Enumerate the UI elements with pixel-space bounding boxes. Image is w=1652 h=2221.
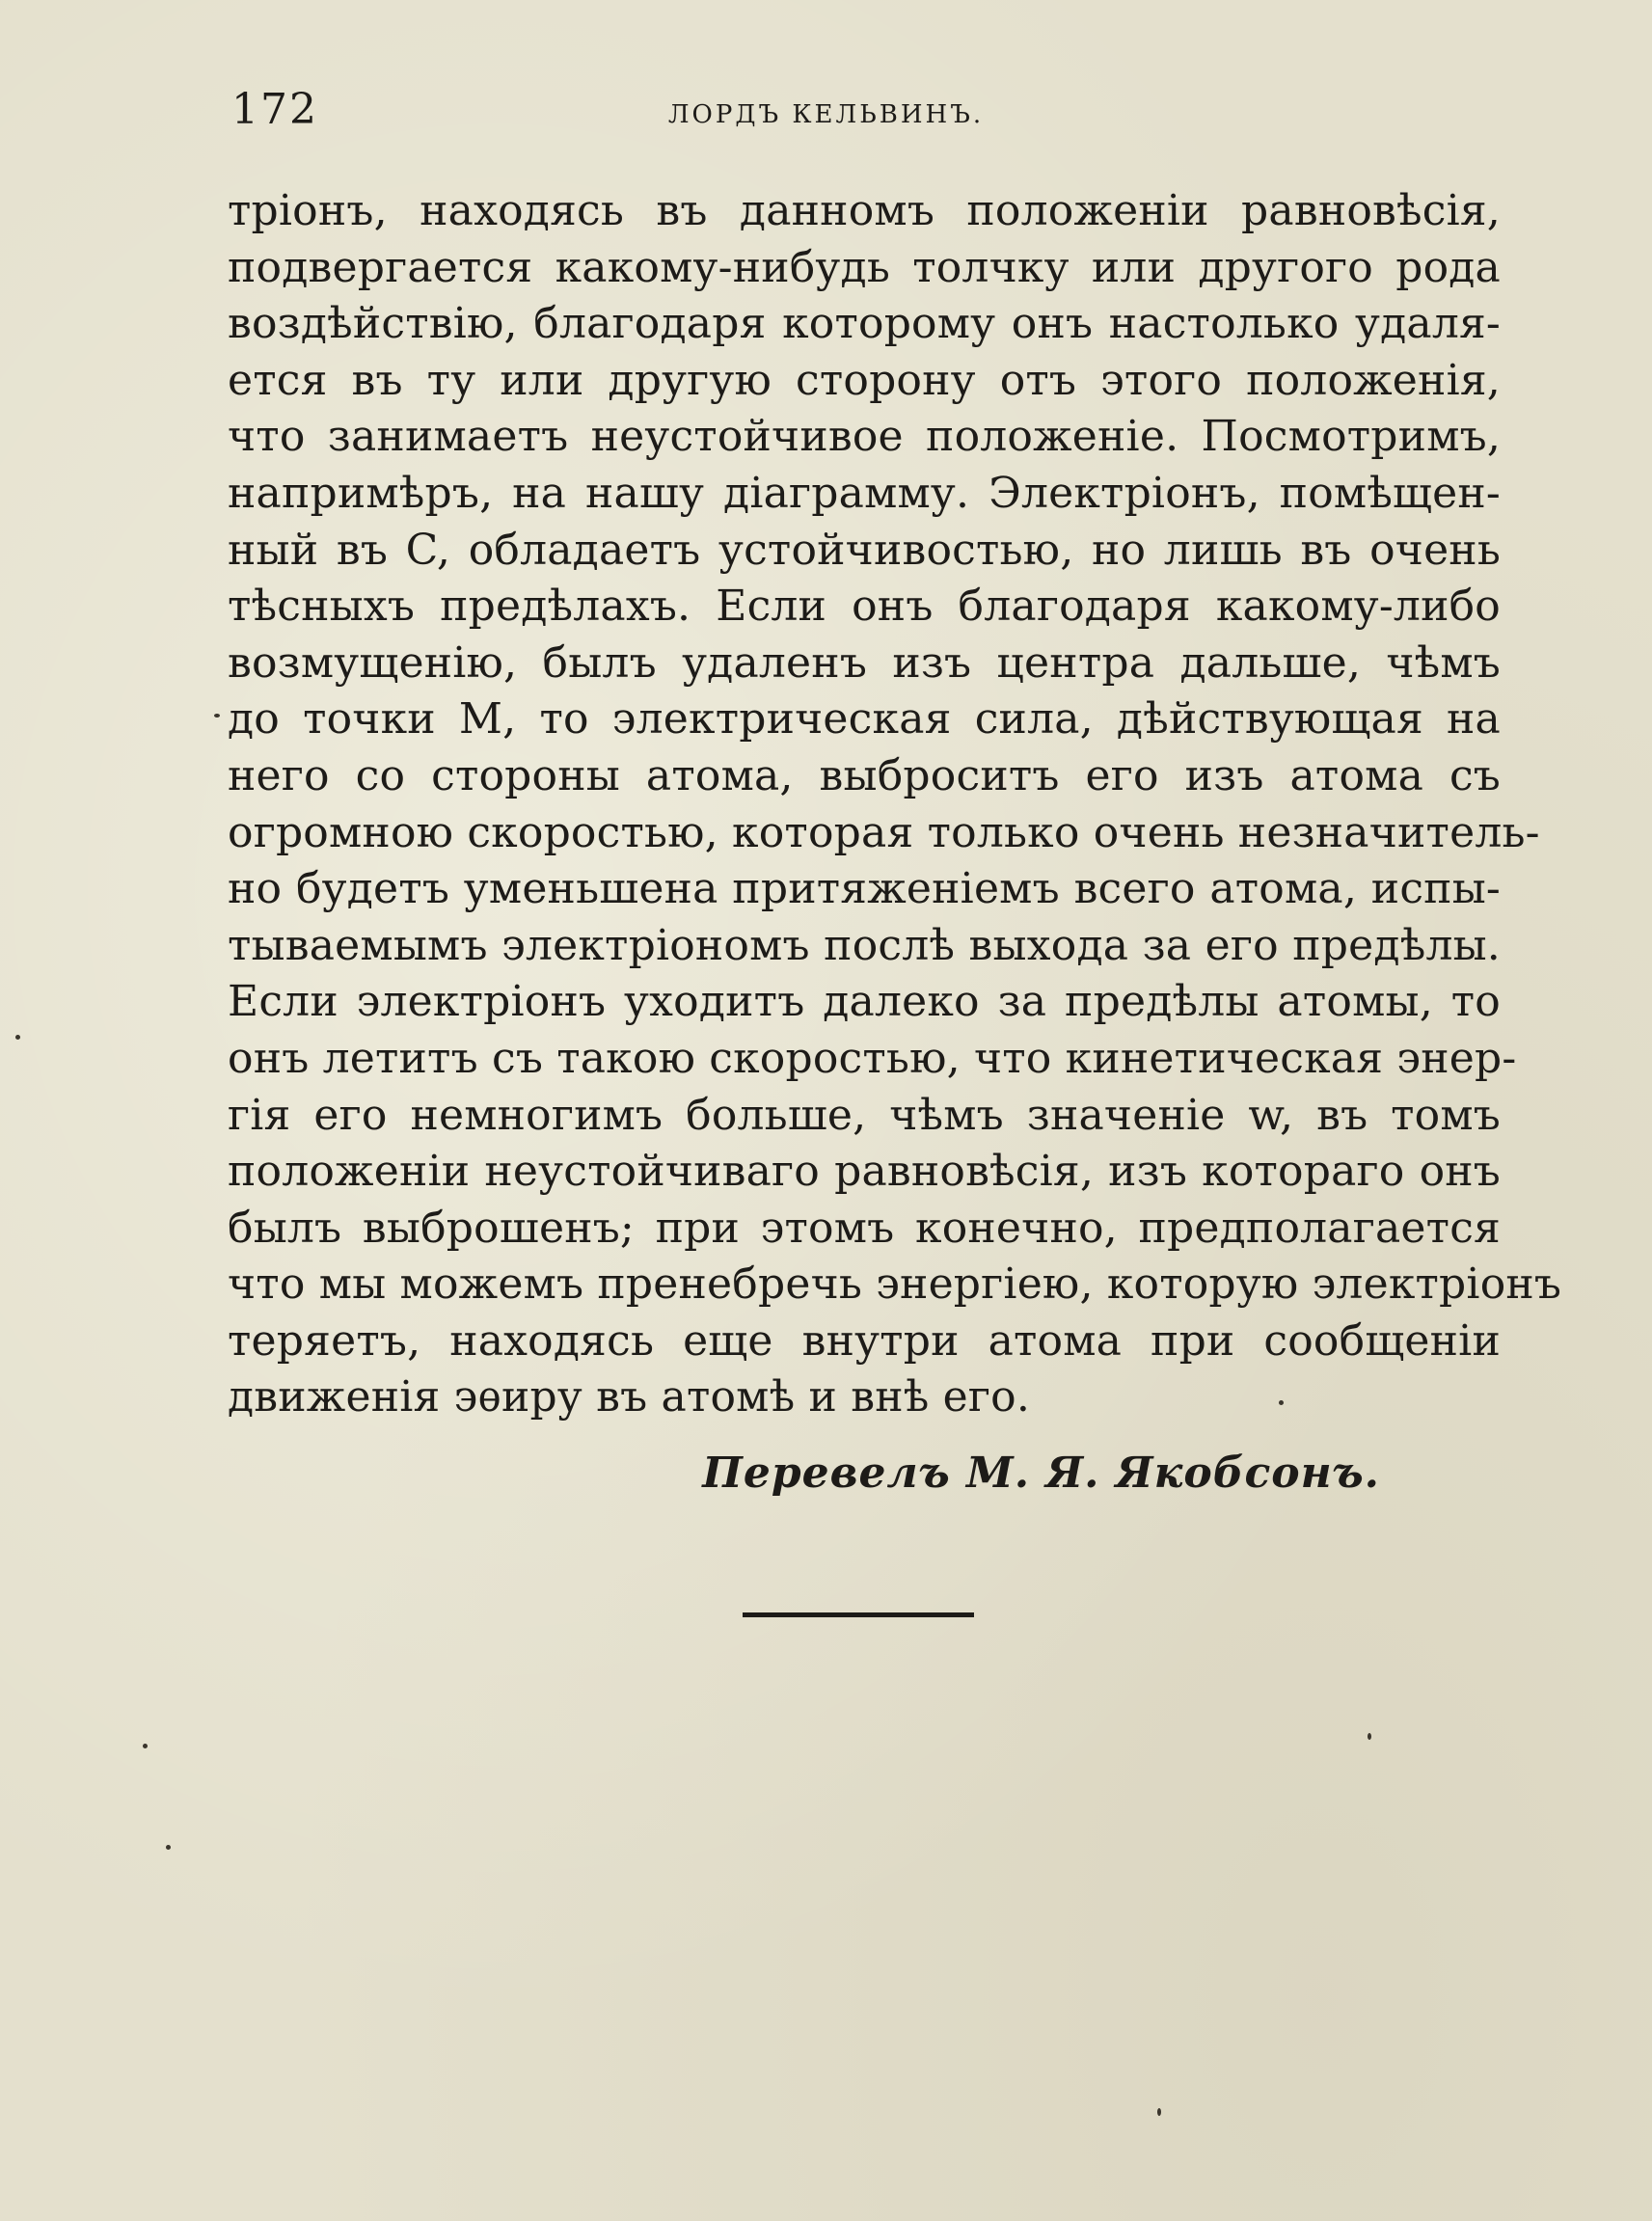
body-paragraph bbox=[228, 183, 1562, 1426]
text-line: но будетъ уменьшена притяженіемъ всего атома, испы- bbox=[228, 864, 1501, 914]
text-line: напримѣръ, на нашу діаграмму. Электріонъ, помѣщен- bbox=[228, 468, 1501, 518]
text-line: теряетъ, находясь еще внутри атома при сообщеніи bbox=[228, 1315, 1501, 1366]
text-line: воздѣйствію, благодаря которому онъ настолько удаля- bbox=[228, 299, 1501, 349]
page-number: 172 bbox=[231, 85, 318, 134]
ink-speck bbox=[1279, 1400, 1284, 1405]
text-line: что мы можемъ пренебречь энергіею, которую электріонъ bbox=[228, 1259, 1562, 1310]
text-line: тѣсныхъ предѣлахъ. Если онъ благодаря какому-либо bbox=[228, 582, 1501, 632]
text-line: до точки M, то электрическая сила, дѣйствующая на bbox=[228, 694, 1501, 745]
text-line: былъ выброшенъ; при этомъ конечно, предполагается bbox=[228, 1203, 1501, 1253]
text-line: огромною скоростью, которая только очень незначитель- bbox=[228, 807, 1540, 857]
text-line: тываемымъ электріономъ послѣ выхода за его предѣлы. bbox=[228, 920, 1501, 970]
text-line: него со стороны атома, выброситъ его изъ атома съ bbox=[228, 750, 1501, 800]
text-line: ется въ ту или другую сторону отъ этого положенія, bbox=[228, 355, 1501, 405]
running-title: ЛОРДЪ КЕЛЬВИНЪ. bbox=[667, 100, 985, 129]
ink-speck bbox=[166, 1845, 171, 1850]
ink-speck bbox=[143, 1744, 148, 1748]
text-line: онъ летитъ съ такою скоростью, что кинетическая энер- bbox=[228, 1033, 1517, 1083]
ink-speck bbox=[15, 1035, 20, 1040]
text-line: Если электріонъ уходитъ далеко за предѣлы атомы, то bbox=[228, 977, 1501, 1027]
text-line: гія его немногимъ больше, чѣмъ значеніе w, въ томъ bbox=[228, 1090, 1501, 1140]
ink-speck bbox=[1368, 1733, 1371, 1740]
text-line: ный въ C, обладаетъ устойчивостью, но лишь въ очень bbox=[228, 525, 1501, 575]
text-line: что занимаетъ неустойчивое положеніе. Посмотримъ, bbox=[228, 412, 1501, 462]
text-line: тріонъ, находясь въ данномъ положеніи равновѣсія, bbox=[228, 186, 1501, 235]
end-rule bbox=[743, 1612, 974, 1617]
text-line-last: движенія эѳиру въ атомѣ и внѣ его. bbox=[228, 1372, 1031, 1422]
ink-speck bbox=[1157, 2108, 1161, 2116]
text-line: положеніи неустойчиваго равновѣсія, изъ котораго онъ bbox=[228, 1147, 1501, 1197]
translator-signature: Перевелъ М. Я. Якобсонъ. bbox=[702, 1449, 1380, 1498]
text-line: возмущенію, былъ удаленъ изъ центра дальше, чѣмъ bbox=[228, 637, 1501, 688]
text-line: подвергается какому-нибудь толчку или другого рода bbox=[228, 242, 1501, 292]
ink-speck bbox=[214, 714, 220, 718]
